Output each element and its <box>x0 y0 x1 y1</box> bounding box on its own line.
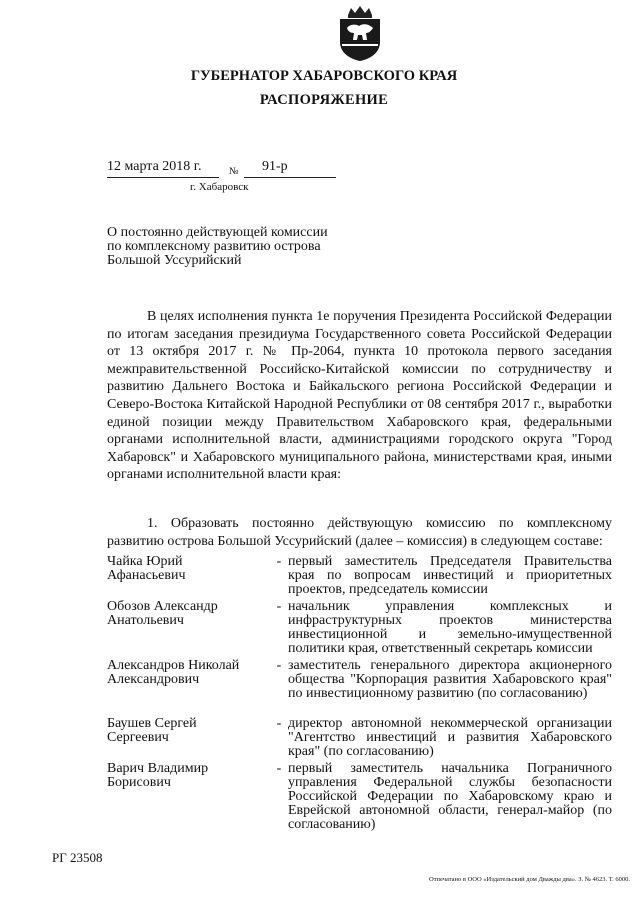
member-surname: Варич Владимир <box>107 761 209 776</box>
member-dash: - <box>276 658 282 673</box>
form-series-number: РГ 23508 <box>52 850 103 865</box>
preamble-paragraph: В целях исполнения пункта 1е поручения Президента Российской Федерации по итогам заседания президиума Государственного совета Российской Федерации от 13 октября 2017 г. № Пр-2064, пункта 10 протокола первого заседания межправительственной Российско-Китайской комиссии по сотрудничеству и развитию Дальнего Востока и Байкальского региона Российской Федерации и Северо-Востока Китайской Народной Республики от 08 сентября 2017 г., выработки единой позиции между Правительством Хабаровского края, федеральными органами исполнительной власти, администрациями городского округа "Город Хабаровск" и Хабаровского муниципального района, министерствами края, иными органами исполнительной власти края: <box>107 309 612 483</box>
member-name <box>107 717 272 745</box>
member-dash: - <box>276 554 282 569</box>
printer-imprint: Отпечатано в ООО «Издательский дом Дважды два». З. № 4623. Т. 6000. <box>429 876 630 883</box>
subject-line: О постоянно действующей комиссии <box>107 225 328 240</box>
document-subject <box>107 226 367 268</box>
member-dash: - <box>276 761 282 776</box>
member-name <box>107 555 272 583</box>
document-city: г. Хабаровск <box>190 181 249 193</box>
member-patronymic: Сергеевич <box>107 730 169 745</box>
member-surname: Обозов Александр <box>107 599 218 614</box>
subject-line: по комплексному развитию острова <box>107 239 321 254</box>
subject-line: Большой Уссурийский <box>107 253 242 268</box>
coat-of-arms-emblem <box>336 6 384 62</box>
member-role: заместитель генерального директора акционерного общества "Корпорация развития Хабаровского края" по инвестиционному развитию (по согласованию) <box>288 658 612 701</box>
member-role: начальник управления комплексных и инфраструктурных проектов министерства инвестиционной и земельно-имущественной политики края, ответственный секретарь комиссии <box>288 599 612 656</box>
member-patronymic: Анатольевич <box>107 613 184 628</box>
paragraph-1: 1. Образовать постоянно действующую комиссию по комплексному развитию острова Большой Уссурийский (далее – комиссия) в следующем составе: <box>107 516 612 549</box>
member-surname: Баушев Сергей <box>107 716 197 731</box>
member-patronymic: Борисович <box>107 775 171 790</box>
document-number: 91-р <box>262 159 288 174</box>
number-underline <box>244 177 336 178</box>
member-patronymic: Афанасьевич <box>107 568 186 583</box>
issuer-title: ГУБЕРНАТОР ХАБАРОВСКОГО КРАЯ <box>190 68 458 84</box>
document-type: РАСПОРЯЖЕНИЕ <box>259 92 389 108</box>
member-role: первый заместитель Председателя Правительства края по вопросам инвестиций и приоритетных проектов, председатель комиссии <box>288 554 612 597</box>
document-date: 12 марта 2018 г. <box>107 159 202 174</box>
number-label: № <box>229 166 239 177</box>
member-role: первый заместитель начальника Пограничного управления Федеральной службы безопасности Российской Федерации по Хабаровскому краю и Еврейской автономной области, генерал-майор (по согласованию) <box>288 761 612 832</box>
member-surname: Чайка Юрий <box>107 554 183 569</box>
member-dash: - <box>276 716 282 731</box>
member-name <box>107 762 272 790</box>
member-surname: Александров Николай <box>107 658 240 673</box>
date-underline <box>107 177 219 178</box>
member-role: директор автономной некоммерческой организации "Агентство инвестиций и развития Хабаровского края" (по согласованию) <box>288 716 612 759</box>
member-name <box>107 600 272 628</box>
member-patronymic: Александрович <box>107 672 200 687</box>
member-dash: - <box>276 599 282 614</box>
member-name <box>107 659 272 687</box>
